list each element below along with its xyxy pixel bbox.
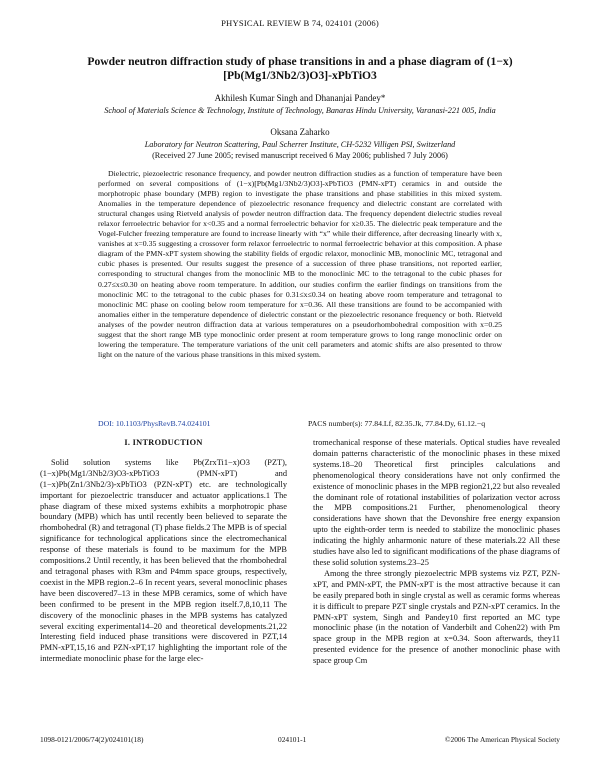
- body-paragraph: Among the three strongly piezoelectric MPB systems viz PZT, PZN-xPT, and PMN-xPT, the PMN-xPT is the most attractive because it can be easily prepared both in single crystal as well as ceramic forms whereas it is difficult to prepare PZT single crystals and PZN-xPT ceramics. In the PMN-xPT system, Singh and Pandey10 first reported an MC type monoclinic phase (in the notation of Vanderbilt and Cohen22) with Pm space group in the MPB region at x=0.34. Soon afterwards, they11 presented evidence for the presence of another monoclinic phase with space group Cm: [313, 568, 560, 666]
- author-list: Akhilesh Kumar Singh and Dhananjai Pandey*: [214, 93, 386, 103]
- footer-copyright: ©2006 The American Physical Society: [444, 735, 560, 744]
- doi-link[interactable]: DOI: 10.1103/PhysRevB.74.024101: [98, 419, 211, 428]
- page-footer: [40, 735, 560, 745]
- received-dates: (Received 27 June 2005; revised manuscript received 6 May 2006; published 7 July 2006): [152, 151, 448, 160]
- affiliation-1: School of Materials Science & Technology, Institute of Technology, Banaras Hindu University, Varanasi-221 005, India: [104, 106, 496, 115]
- footer-page-number: 024101-1: [278, 735, 307, 744]
- running-head: PHYSICAL REVIEW B 74, 024101 (2006): [221, 18, 379, 28]
- doi-pacs-line: [98, 419, 502, 428]
- body-paragraph: Solid solution systems like Pb(ZrxTi1−x)O3 (PZT), (1−x)Pb(Mg1/3Nb2/3)O3-xPbTiO3 (PMN-xPT) and (1−x)Pb(Zn1/3Nb2/3)-xPbTiO3 (PZN-xPT) etc. are technologically important for piezoelectric transducer and actuator applications.1 The phase diagram of these mixed systems exhibits a morphotropic phase boundary (MPB) which has until recently been believed to separate the rhombohedral (R) and tetragonal (T) phase fields.2 The MPB is of special significance for technological applications since the electromechanical response of these materials is found to be maximum for the MPB compositions.2 Until recently, it has been believed that the rhombohedral and tetragonal phases with R3m and P4mm space groups, respectively, coexist in the MPB region.2–6 In recent years, several monoclinic phases have been discovered7–13 in these MPB ceramics, some of which have been confirmed to be present in the MPB region itself.7,8,10,11 The discovery of the monoclinic phases in the MPB systems has catalyzed several exciting experimental14–20 and theoretical developments.21,22 Interesting field induced phase transitions were discovered in PZT,14 PMN-xPT,15,16 and PZN-xPT,17 highlighting the important role of the intermediate monoclinic phase for the large elec-: [40, 457, 287, 664]
- abstract: Dielectric, piezoelectric resonance frequency, and powder neutron diffraction studies as a function of temperature have been performed on several compositions of (1−x)[Pb(Mg1/3Nb2/3)O3]-xPbTiO3 (PMN-xPT) ceramics in and outside the morphotropic phase boundary (MPB) region to investigate the phase transitions and phase stabilities in this mixed system. Anomalies in the temperature dependence of piezoelectric resonance frequency and dielectric constant are correlated with structural changes using Rietveld analysis of powder neutron diffraction data. The frequency dependent dielectric studies reveal relaxor ferroelectric behavior for x<0.35 and a normal ferroelectric behavior for x≥0.35. The dielectric peak temperature and the Vogel-Fulcher freezing temperature are found to increase linearly with “x” while their difference, after decreasing linearly with x, vanishes at x=0.35 suggesting a crossover form relaxor ferroelectric to normal ferroelectric behavior at this composition. A phase diagram of the PMN-xPT system showing the stability fields of ergodic relaxor, monoclinic MB, monoclinic MC, tetragonal and cubic phases is presented. Our results suggest the presence of a succession of three phase transitions, not reported earlier, corresponding to structural changes from the monoclinic MB to the monoclinic MC to the tetragonal to the cubic phases for 0.27≤x≤0.30 on heating above room temperature. In addition, our studies confirm the earlier findings on transitions from the monoclinic MC to the tetragonal to the cubic phases for 0.31≤x≤0.34 on heating above room temperature and tetragonal to monoclinic MC phase on cooling below room temperature for x=0.36. All these transitions are found to be accompanied with anomalies either in the temperature dependence of dielectric constant or the piezoelectric resonance frequency or both. Rietveld analyses of the powder neutron diffraction data at various temperatures on a pseudorhombohedral composition with x=0.25 suggest that the short range MB type monoclinic order present at room temperature grows to long range monoclinic order on lowering the temperature. The temperature variations of the unit cell parameters and atomic shifts are also presented to throw light on the nature of the various phase transitions in this mixed system.: [98, 169, 502, 359]
- author-2: Oksana Zaharko: [270, 127, 330, 137]
- affiliation-2: Laboratory for Neutron Scattering, Paul Scherrer Institute, CH-5232 Villigen PSI, Switzerland: [144, 140, 456, 149]
- left-column: [40, 438, 287, 665]
- footer-issn: 1098-0121/2006/74(2)/024101(18): [40, 735, 144, 744]
- right-column: [313, 438, 560, 667]
- pacs-numbers: PACS number(s): 77.84.Lf, 82.35.Jk, 77.84.Dy, 61.12.−q: [308, 419, 486, 428]
- article-title: Powder neutron diffraction study of phase transitions in and a phase diagram of (1−x)[Pb(Mg1/3Nb2/3)O3]-xPbTiO3: [87, 55, 513, 82]
- body-paragraph: tromechanical response of these materials. Optical studies have revealed domain patterns characteristic of the monoclinic phases in these mixed systems.18–20 Theoretical first principles calculations and phenomenological theory considerations have not only confirmed the existence of monoclinic phases in the MPB region21,22 but also revealed the dominant role of rotational instabilities of polarization vector across the MPB compositions.21 Further, phenomenological theory considerations have shown that the Devonshire free energy expansion upto the eighth-order term is needed to stabilize the monoclinic phases indicating the highly anharmonic nature of these materials.22 All these studies have also led to significant modifications of the phase diagrams of these solid solution systems.23–25: [313, 438, 560, 567]
- section-heading: I. INTRODUCTION: [124, 438, 203, 447]
